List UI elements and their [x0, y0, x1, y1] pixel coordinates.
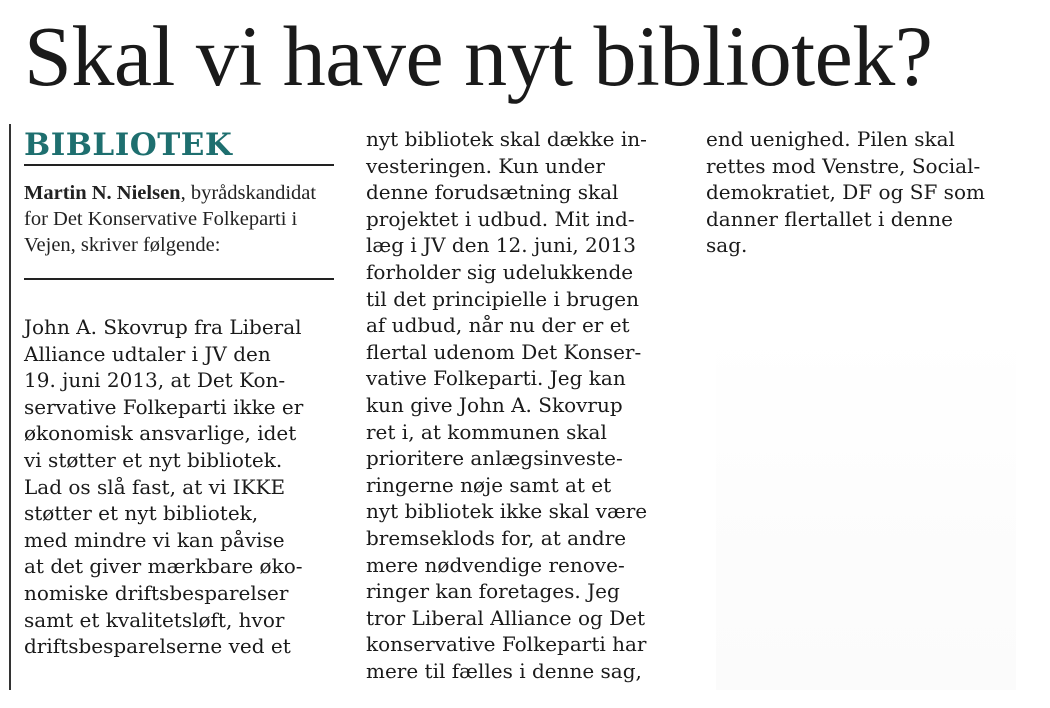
section-rule — [24, 164, 334, 166]
article-column-1 — [24, 126, 334, 660]
article-column-3 — [706, 126, 1018, 259]
byline — [24, 180, 334, 258]
column-1-text: John A. Skovrup fra Liberal Alliance udtaler i JV den 19. juni 2013, at Det Kon- servative Folkeparti ikke er økonomisk ansvarlige, idet vi støtter et nyt bibliotek. Lad os slå fast, at vi IKKE støtter et nyt bibliotek, med mindre vi kan påvise at det giver mærkbare øko- nomiske driftsbesparelser samt et kvalitetsløft, hvor driftsbesparelserne ved et — [24, 315, 304, 659]
byline-description: , byrådskandidat for Det Konservative Folkeparti i Vejen, skriver følgende: — [24, 182, 317, 256]
column-left-rule — [9, 124, 11, 690]
byline-author: Martin N. Nielsen — [24, 182, 181, 204]
article-column-2 — [366, 126, 678, 684]
byline-rule — [24, 278, 334, 280]
column-3-text: end uenighed. Pilen skal rettes mod Venstre, Social- demokratiet, DF og SF som danner flertallet i denne sag. — [706, 127, 985, 258]
section-label: BIBLIOTEK — [24, 127, 233, 163]
headline: Skal vi have nyt bibliotek? — [24, 8, 933, 104]
column-2-text: nyt bibliotek skal dække in- vesteringen. Kun under denne forudsætning skal projektet i udbud. Mit ind- læg i JV den 12. juni, 2013 forholder sig udelukkende til det principielle i brugen af udbud, når nu der er et flertal udenom Det Konser- vative Folkeparti. Jeg kan kun give John A. Skovrup ret i, at kommunen skal prioritere anlægsinveste- ringerne nøje samt at et nyt bibliotek ikke skal være bremseklods for, at andre mere nødvendige renove- ringer kan foretages. Jeg tror Liberal Alliance og Det konservative Folkeparti har mere til fælles i denne sag, — [366, 127, 648, 683]
faded-image-area — [716, 330, 1016, 690]
